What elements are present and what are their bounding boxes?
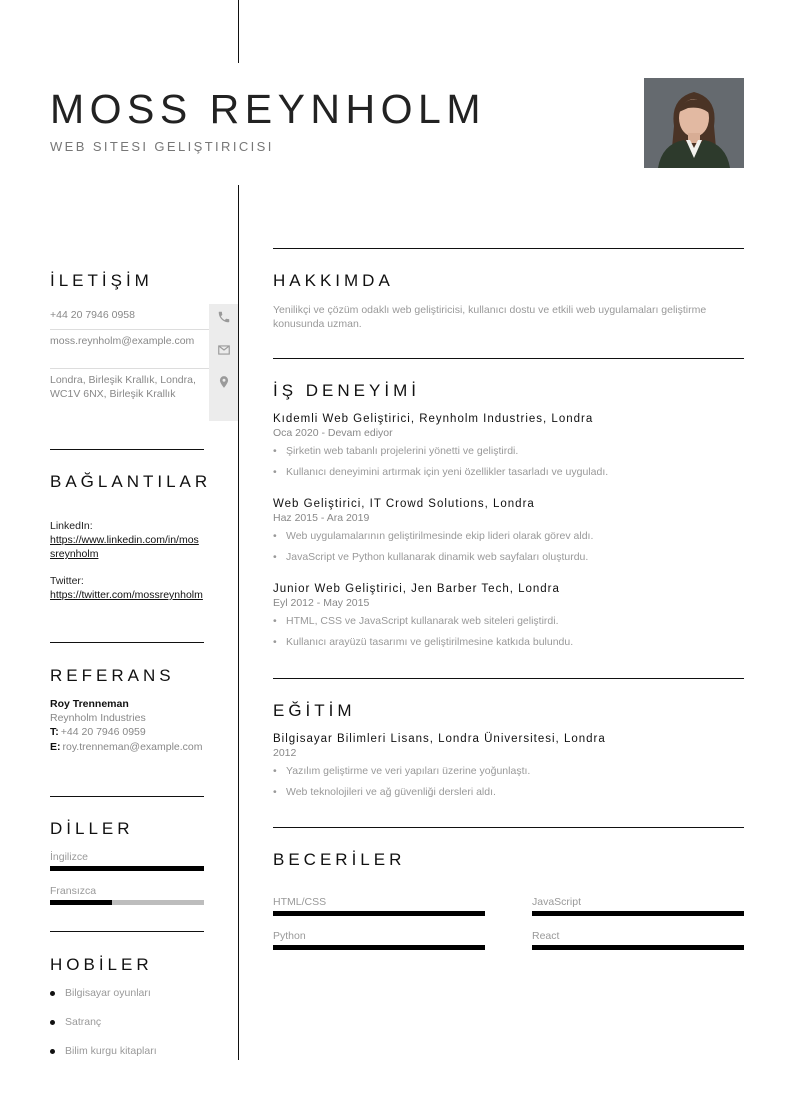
skill-name: React: [532, 930, 560, 942]
link-item-twitter: [50, 575, 204, 602]
job-bullet: • JavaScript ve Python kullanarak dinamik web sayfaları oluşturdu.: [273, 547, 744, 568]
skill-level-bar: [532, 945, 744, 950]
bullet-dot: [50, 1020, 55, 1025]
reference-name: Roy Trenneman: [50, 698, 129, 710]
language-name: İngilizce: [50, 851, 88, 863]
experience-section-title: İŞ DENEYİMİ: [273, 381, 420, 400]
reference-phone-row: [50, 726, 204, 739]
contact-phone-row: [50, 304, 238, 330]
job-bullet: • Şirketin web tabanlı projelerini yönetti ve geliştirdi.: [273, 441, 744, 462]
job-entry: [273, 413, 744, 483]
candidate-role: WEB SITESI GELIŞTIRICISI: [50, 139, 274, 154]
main-divider: [273, 827, 744, 828]
header-divider-line: [238, 0, 239, 63]
main-divider: [273, 358, 744, 359]
job-entry: [273, 498, 744, 568]
skill-item: [532, 896, 744, 916]
hobby-item: [50, 1015, 204, 1029]
reference-email-row: [50, 741, 204, 754]
contact-email[interactable]: moss.reynholm@example.com: [50, 335, 195, 347]
about-section-title: HAKKIMDA: [273, 271, 394, 290]
sidebar-divider: [50, 796, 204, 797]
job-entry: [273, 583, 744, 653]
sidebar-divider: [50, 642, 204, 643]
education-bullets: [273, 761, 744, 803]
degree-year: 2012: [273, 747, 297, 759]
language-level-fill: [50, 866, 204, 871]
job-date: Oca 2020 - Devam ediyor: [273, 427, 393, 439]
skill-level-bar: [273, 911, 485, 916]
main-divider: [273, 678, 744, 679]
language-level-bar: [50, 866, 204, 871]
skill-name: HTML/CSS: [273, 896, 327, 908]
contact-address-row: [50, 369, 238, 421]
phone-icon: [209, 304, 238, 330]
education-bullet: • Yazılım geliştirme ve veri yapıları üzerine yoğunlaştı.: [273, 761, 744, 782]
language-level-fill: [50, 900, 112, 905]
job-bullet: • Kullanıcı arayüzü tasarımı ve geliştirilmesine katkıda bulundu.: [273, 632, 744, 653]
job-bullet: • Web uygulamalarının geliştirilmesinde ekip lideri olarak görev aldı.: [273, 526, 744, 547]
education-bullet: • Web teknolojileri ve ağ güvenliği dersleri aldı.: [273, 782, 744, 803]
linkedin-link[interactable]: https://www.linkedin.com/in/mossreynholm: [50, 534, 199, 560]
hobby-text: Bilim kurgu kitapları: [65, 1045, 157, 1057]
skill-item: [273, 896, 485, 916]
hobby-item: [50, 1044, 204, 1058]
job-bullets: [273, 611, 744, 653]
map-pin-icon: [209, 369, 238, 421]
job-date: Haz 2015 - Ara 2019: [273, 512, 370, 524]
about-text: Yenilikçi ve çözüm odaklı web geliştiricisi, kullanıcı dostu ve etkili web uygulamaları geliştirme konusunda uzman.: [273, 304, 707, 330]
contact-address: Londra, Birleşik Krallık, Londra, WC1V 6NX, Birleşik Krallık: [50, 374, 196, 400]
language-name: Fransızca: [50, 885, 97, 897]
job-bullet: • HTML, CSS ve JavaScript kullanarak web siteleri geliştirdi.: [273, 611, 744, 632]
reference-phone[interactable]: +44 20 7946 0959: [60, 726, 146, 738]
skill-item: [532, 930, 744, 950]
job-date: Eyl 2012 - May 2015: [273, 597, 370, 609]
twitter-label: Twitter:: [50, 575, 84, 587]
sidebar-divider: [50, 931, 204, 932]
bullet-dot: [50, 1049, 55, 1054]
job-title: Kıdemli Web Geliştirici, Reynholm Industries, Londra: [273, 413, 594, 425]
envelope-icon: [209, 330, 238, 369]
language-level-bar: [50, 900, 204, 905]
education-section-title: EĞİTİM: [273, 701, 356, 720]
reference-entry: [50, 698, 204, 754]
reference-company: Reynholm Industries: [50, 712, 146, 724]
bullet-dot: [50, 991, 55, 996]
job-title: Junior Web Geliştirici, Jen Barber Tech, Londra: [273, 583, 560, 595]
links-section-title: BAĞLANTILAR: [50, 472, 212, 491]
skill-item: [273, 930, 485, 950]
job-bullet: • Kullanıcı deneyimini artırmak için yeni özellikler tasarladı ve uyguladı.: [273, 462, 744, 483]
skills-section-title: BECERİLER: [273, 850, 406, 869]
skill-level-bar: [532, 911, 744, 916]
hobby-text: Satranç: [65, 1016, 102, 1028]
sidebar-divider: [50, 449, 204, 450]
reference-email[interactable]: roy.trenneman@example.com: [62, 741, 203, 753]
job-bullets: [273, 441, 744, 483]
languages-section-title: DİLLER: [50, 819, 134, 838]
link-item-linkedin: [50, 520, 204, 561]
language-item: [50, 885, 204, 905]
job-bullets: [273, 526, 744, 568]
contact-section-title: İLETİŞİM: [50, 271, 153, 290]
reference-phone-label: T:: [50, 726, 59, 738]
hobby-item: [50, 986, 204, 1000]
linkedin-label: LinkedIn:: [50, 520, 93, 532]
degree-title: Bilgisayar Bilimleri Lisans, Londra Üniversitesi, Londra: [273, 733, 606, 745]
skill-name: JavaScript: [532, 896, 582, 908]
profile-photo: [644, 78, 744, 168]
contact-phone[interactable]: +44 20 7946 0958: [50, 309, 135, 321]
column-divider-line: [238, 185, 239, 1060]
reference-email-label: E:: [50, 741, 61, 753]
references-section-title: REFERANS: [50, 666, 175, 685]
hobby-text: Bilgisayar oyunları: [65, 987, 151, 999]
education-entry: [273, 733, 744, 803]
contact-email-row: [50, 330, 238, 369]
skill-level-bar: [273, 945, 485, 950]
skill-name: Python: [273, 930, 306, 942]
job-title: Web Geliştirici, IT Crowd Solutions, Londra: [273, 498, 535, 510]
twitter-link[interactable]: https://twitter.com/mossreynholm: [50, 589, 203, 601]
hobbies-section-title: HOBİLER: [50, 955, 153, 974]
main-divider: [273, 248, 744, 249]
language-item: [50, 851, 204, 871]
candidate-name: MOSS REYNHOLM: [50, 86, 486, 132]
portrait-image: [644, 78, 744, 168]
